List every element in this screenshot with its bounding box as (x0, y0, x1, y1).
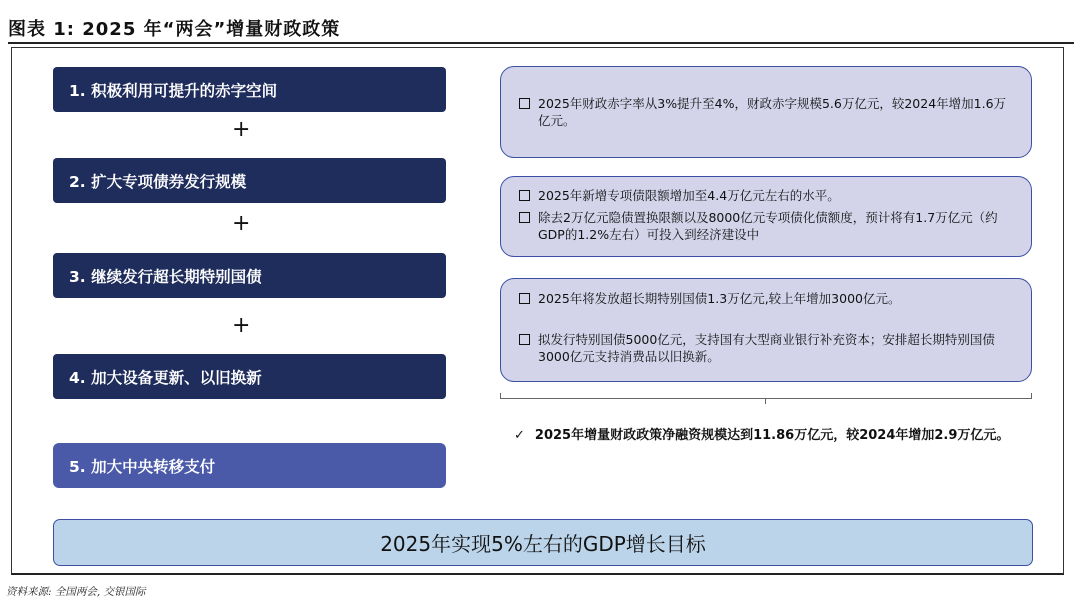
step-3-label: 3. 继续发行超长期特别国债 (69, 267, 262, 286)
step-1-box (53, 67, 446, 112)
detail-panel-1 (500, 66, 1032, 158)
panel-2-bullet-2-text: 除去2万亿元隐债置换限额以及8000亿元专项债化债额度，预计将有1.7万亿元（约GDP的1.2%左右）可投入到经济建设中 (538, 210, 998, 242)
step-5-box (53, 443, 446, 488)
checkmark-icon: ✓ (514, 428, 525, 443)
title-rule (8, 42, 1074, 44)
step-2-label: 2. 扩大专项债券发行规模 (69, 172, 247, 191)
step-1-label: 1. 积极利用可提升的赤字空间 (69, 81, 278, 100)
plus-sign-3: + (232, 313, 251, 338)
detail-panel-3 (500, 278, 1032, 382)
panel-2-bullet-1 (519, 187, 1017, 204)
plus-sign-2: + (232, 211, 251, 236)
step-5-label: 5. 加大中央转移支付 (69, 457, 216, 476)
step-4-box (53, 354, 446, 399)
source-note: 资料来源: 全国两会, 交银国际 (6, 586, 146, 598)
step-4-label: 4. 加大设备更新、以旧换新 (69, 368, 262, 387)
panel-2-bullet-2 (519, 209, 1017, 243)
brace-center-tick (765, 398, 766, 404)
step-2-box (53, 158, 446, 203)
panel-1-bullet-text: 2025年财政赤字率从3%提升至4%，财政赤字规模5.6万亿元，较2024年增加1.6万亿元。 (538, 96, 1007, 128)
step-3-box (53, 253, 446, 298)
checkbox-icon (519, 98, 530, 109)
panel-3-bullet-1-text: 2025年将发放超长期特别国债1.3万亿元,较上年增加3000亿元。 (538, 291, 901, 306)
plus-sign-1: + (232, 117, 251, 142)
detail-panel-2 (500, 176, 1032, 257)
checkbox-icon (519, 293, 530, 304)
checkbox-icon (519, 190, 530, 201)
brace-right-tick (1031, 393, 1032, 399)
gdp-goal-banner (53, 519, 1033, 566)
gdp-goal-text: 2025年实现5%左右的GDP增长目标 (380, 532, 706, 556)
panel-3-bullet-2-text: 拟发行特别国债5000亿元，支持国有大型商业银行补充资本；安排超长期特别国债3000亿元支持消费品以旧换新。 (538, 332, 995, 364)
checkbox-icon (519, 212, 530, 223)
summary-note (514, 426, 1024, 446)
panel-3-bullet-1 (519, 290, 1017, 307)
panel-2-bullet-1-text: 2025年新增专项债限额增加至4.4万亿元左右的水平。 (538, 188, 840, 203)
panel-3-bullet-2 (519, 331, 1017, 365)
summary-text: 2025年增量财政政策净融资规模达到11.86万亿元，较2024年增加2.9万亿元。 (534, 428, 1010, 443)
checkbox-icon (519, 334, 530, 345)
brace-line (500, 398, 1032, 399)
figure-title: 图表 1: 2025 年“两会”增量财政政策 (8, 19, 341, 40)
panel-1-bullet (519, 95, 1017, 129)
